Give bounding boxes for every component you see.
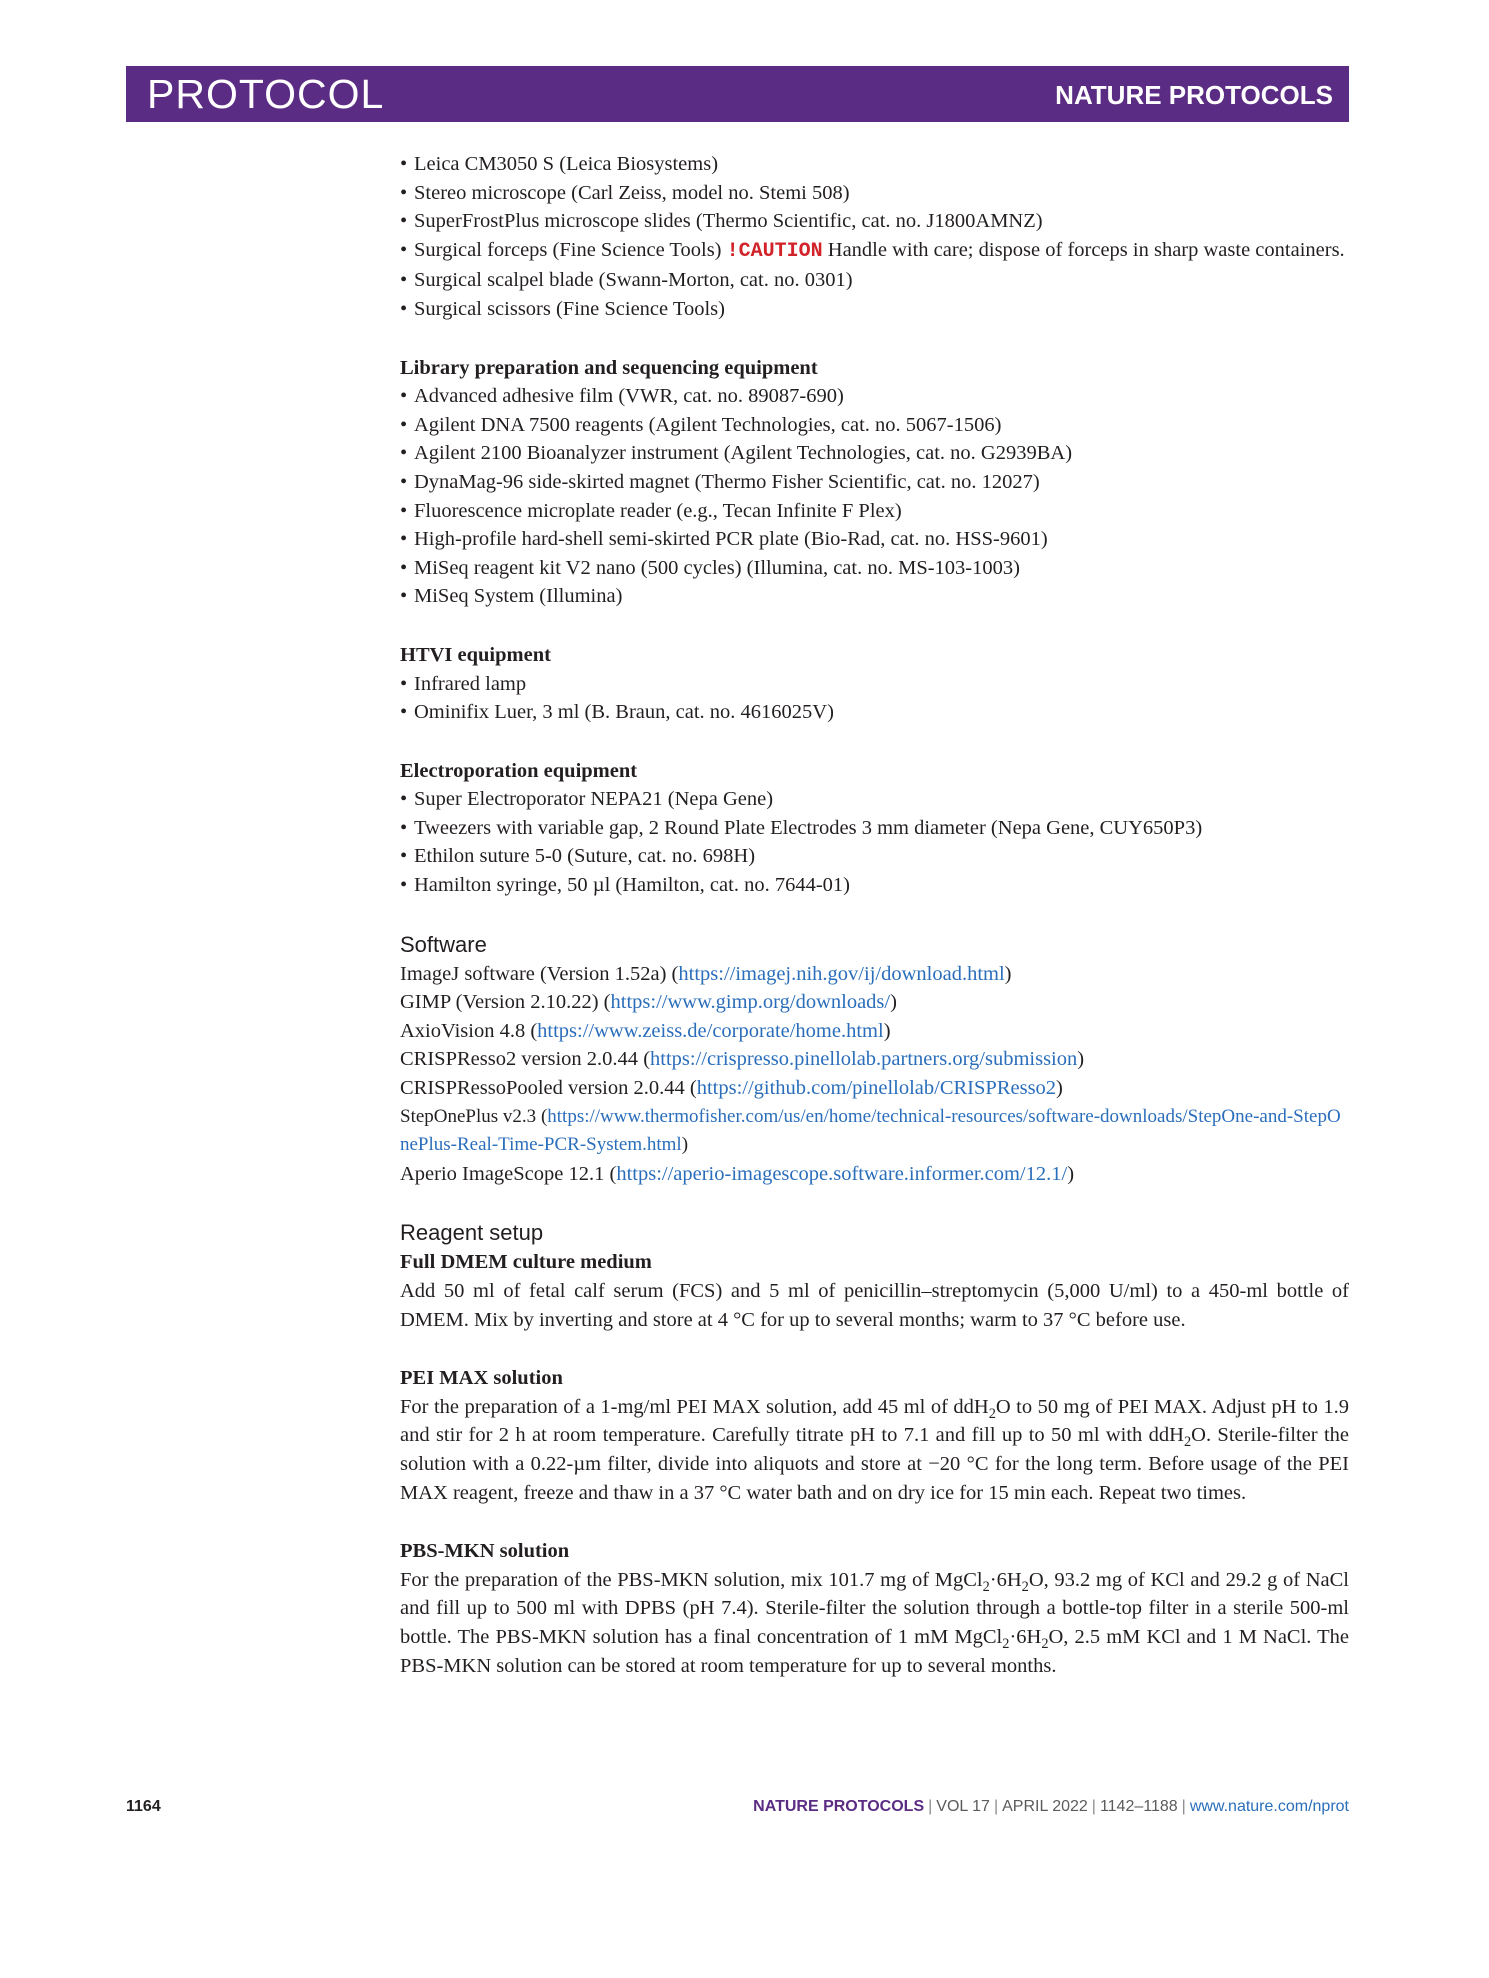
- list-item: • SuperFrostPlus microscope slides (Thermo Scientific, cat. no. J1800AMNZ): [400, 207, 1349, 236]
- footer-url[interactable]: www.nature.com/nprot: [1189, 1798, 1349, 1815]
- software-entry: CRISPRessoPooled version 2.0.44 (https://github.com/pinellolab/CRISPResso2): [400, 1077, 1063, 1100]
- list-item: • MiSeq reagent kit V2 nano (500 cycles) (Illumina, cat. no. MS-103-1003): [400, 554, 1349, 583]
- pei-text: For the preparation of a 1-mg/ml PEI MAX solution, add 45 ml of ddH$_2$O to 50 mg of PEI MAX. Adjust pH to 1.9 and stir for 2 h at room temperature. Carefully titrate pH to 7.1 and fill up to 50 ml with ddH$_2$O. Sterile-filter the solution with a 0.22-µm filter, divide into aliquots and store at −20 °C for the long term. Before usage of the PEI MAX reagent, freeze and thaw in a 37 °C water bath and on dry ice for 15 min each. Repeat two times.: [400, 1395, 1350, 1504]
- list-item: • High-profile hard-shell semi-skirted PCR plate (Bio-Rad, cat. no. HSS-9601): [400, 525, 1349, 554]
- list-item: • Agilent 2100 Bioanalyzer instrument (Agilent Technologies, cat. no. G2939BA): [400, 439, 1349, 468]
- library-heading: Library preparation and sequencing equipment: [400, 356, 818, 379]
- dmem-text: Add 50 ml of fetal calf serum (FCS) and 5 ml of penicillin–streptomycin (5,000 U/ml) to a 450-ml bottle of DMEM. Mix by inverting and store at 4 °C for up to several months; warm to 37 °C before use.: [400, 1280, 1349, 1331]
- software-link[interactable]: https://www.thermofisher.com/us/en/home/technical-resources/software-downloads/StepOne-and-StepOnePlus-Real-Time-PCR-System.html: [400, 1105, 1341, 1156]
- pbs-heading: PBS-MKN solution: [400, 1540, 570, 1563]
- pbs-text: For the preparation of the PBS-MKN solution, mix 101.7 mg of $MgCl_2\cdot 6H_2O$, 93.2 mg of KCl and 29.2 g of NaCl and fill up to 500 ml with DPBS (pH 7.4). Sterile-filter the solution through a bottle-top filter in a sterile 500-ml bottle. The PBS-MKN solution has a final concentration of 1 mM $MgCl_2\cdot 6H_2O$, 2.5 mM KCl and 1 M NaCl. The PBS-MKN solution can be stored at room temperature for up to several months.: [400, 1568, 1349, 1677]
- software-link[interactable]: https://imagej.nih.gov/ij/download.html: [678, 962, 1005, 985]
- software-link[interactable]: https://www.gimp.org/downloads/: [610, 991, 891, 1014]
- equipment-list-top: [400, 150, 1349, 324]
- software-link[interactable]: https://crispresso.pinellolab.partners.org/submission: [650, 1048, 1078, 1071]
- list-item: • Surgical scalpel blade (Swann-Morton, cat. no. 0301): [400, 266, 1349, 295]
- list-item: • Ethilon suture 5-0 (Suture, cat. no. 698H): [400, 842, 1349, 871]
- htvi-heading: HTVI equipment: [400, 643, 551, 666]
- software-entry: AxioVision 4.8 (https://www.zeiss.de/corporate/home.html): [400, 1019, 891, 1042]
- footer-volume: VOL 17: [936, 1798, 990, 1815]
- footer-journal: NATURE PROTOCOLS: [753, 1798, 925, 1815]
- caution-label: !CAUTION: [726, 239, 823, 263]
- software-link[interactable]: https://github.com/pinellolab/CRISPResso2: [696, 1077, 1057, 1100]
- footer-citation: NATURE PROTOCOLS | VOL 17 | APRIL 2022 | 1142–1188 | www.nature.com/nprot: [753, 1798, 1349, 1815]
- header-band: [126, 66, 1349, 122]
- dmem-heading: Full DMEM culture medium: [400, 1251, 652, 1274]
- list-item: • MiSeq System (Illumina): [400, 582, 1349, 611]
- caution-text: Handle with care; dispose of forceps in sharp waste containers.: [827, 238, 1345, 261]
- page-content: [400, 150, 1349, 1680]
- list-item: • DynaMag-96 side-skirted magnet (Thermo Fisher Scientific, cat. no. 12027): [400, 468, 1349, 497]
- list-item: • Agilent DNA 7500 reagents (Agilent Technologies, cat. no. 5067-1506): [400, 411, 1349, 440]
- htvi-list: [400, 670, 1349, 727]
- list-item: • Hamilton syringe, 50 µl (Hamilton, cat. no. 7644-01): [400, 871, 1349, 900]
- electroporation-heading: Electroporation equipment: [400, 759, 638, 782]
- software-heading: Software: [400, 931, 487, 957]
- software-link[interactable]: https://aperio-imagescope.software.informer.com/12.1/: [616, 1162, 1068, 1185]
- list-item: • Tweezers with variable gap, 2 Round Plate Electrodes 3 mm diameter (Nepa Gene, CUY650P3): [400, 814, 1349, 843]
- list-item: • Infrared lamp: [400, 670, 1349, 699]
- software-entry: StepOnePlus v2.3 (https://www.thermofisher.com/us/en/home/technical-resources/software-downloads/StepOne-and-StepOnePlus-Real-Time-PCR-System.html): [400, 1105, 1341, 1156]
- list-item-forceps: [400, 236, 1349, 267]
- footer-date: APRIL 2022: [1002, 1798, 1088, 1815]
- page-number: 1164: [126, 1798, 161, 1815]
- footer-pages: 1142–1188: [1099, 1798, 1178, 1815]
- list-item: • Ominifix Luer, 3 ml (B. Braun, cat. no. 4616025V): [400, 698, 1349, 727]
- list-item: • Leica CM3050 S (Leica Biosystems): [400, 150, 1349, 179]
- forceps-text: Surgical forceps (Fine Science Tools): [414, 238, 722, 261]
- software-link[interactable]: https://www.zeiss.de/corporate/home.html: [537, 1019, 884, 1042]
- library-list: [400, 382, 1349, 611]
- list-item: • Advanced adhesive film (VWR, cat. no. 89087-690): [400, 382, 1349, 411]
- software-entry: GIMP (Version 2.10.22) (https://www.gimp.org/downloads/): [400, 991, 897, 1014]
- list-item: • Stereo microscope (Carl Zeiss, model no. Stemi 508): [400, 179, 1349, 208]
- journal-name: NATURE PROTOCOLS: [1055, 80, 1333, 110]
- pei-heading: PEI MAX solution: [400, 1367, 563, 1390]
- electroporation-list: [400, 785, 1349, 899]
- software-entry: Aperio ImageScope 12.1 (https://aperio-imagescope.software.informer.com/12.1/): [400, 1162, 1075, 1185]
- software-entry: ImageJ software (Version 1.52a) (https://imagej.nih.gov/ij/download.html): [400, 962, 1012, 985]
- software-entry: CRISPResso2 version 2.0.44 (https://crispresso.pinellolab.partners.org/submission): [400, 1048, 1085, 1071]
- list-item: • Surgical scissors (Fine Science Tools): [400, 295, 1349, 324]
- software-list: [400, 960, 1349, 1189]
- section-label: PROTOCOL: [147, 71, 385, 117]
- list-item: • Super Electroporator NEPA21 (Nepa Gene): [400, 785, 1349, 814]
- list-item: • Fluorescence microplate reader (e.g., Tecan Infinite F Plex): [400, 497, 1349, 526]
- reagent-setup-heading: Reagent setup: [400, 1220, 544, 1246]
